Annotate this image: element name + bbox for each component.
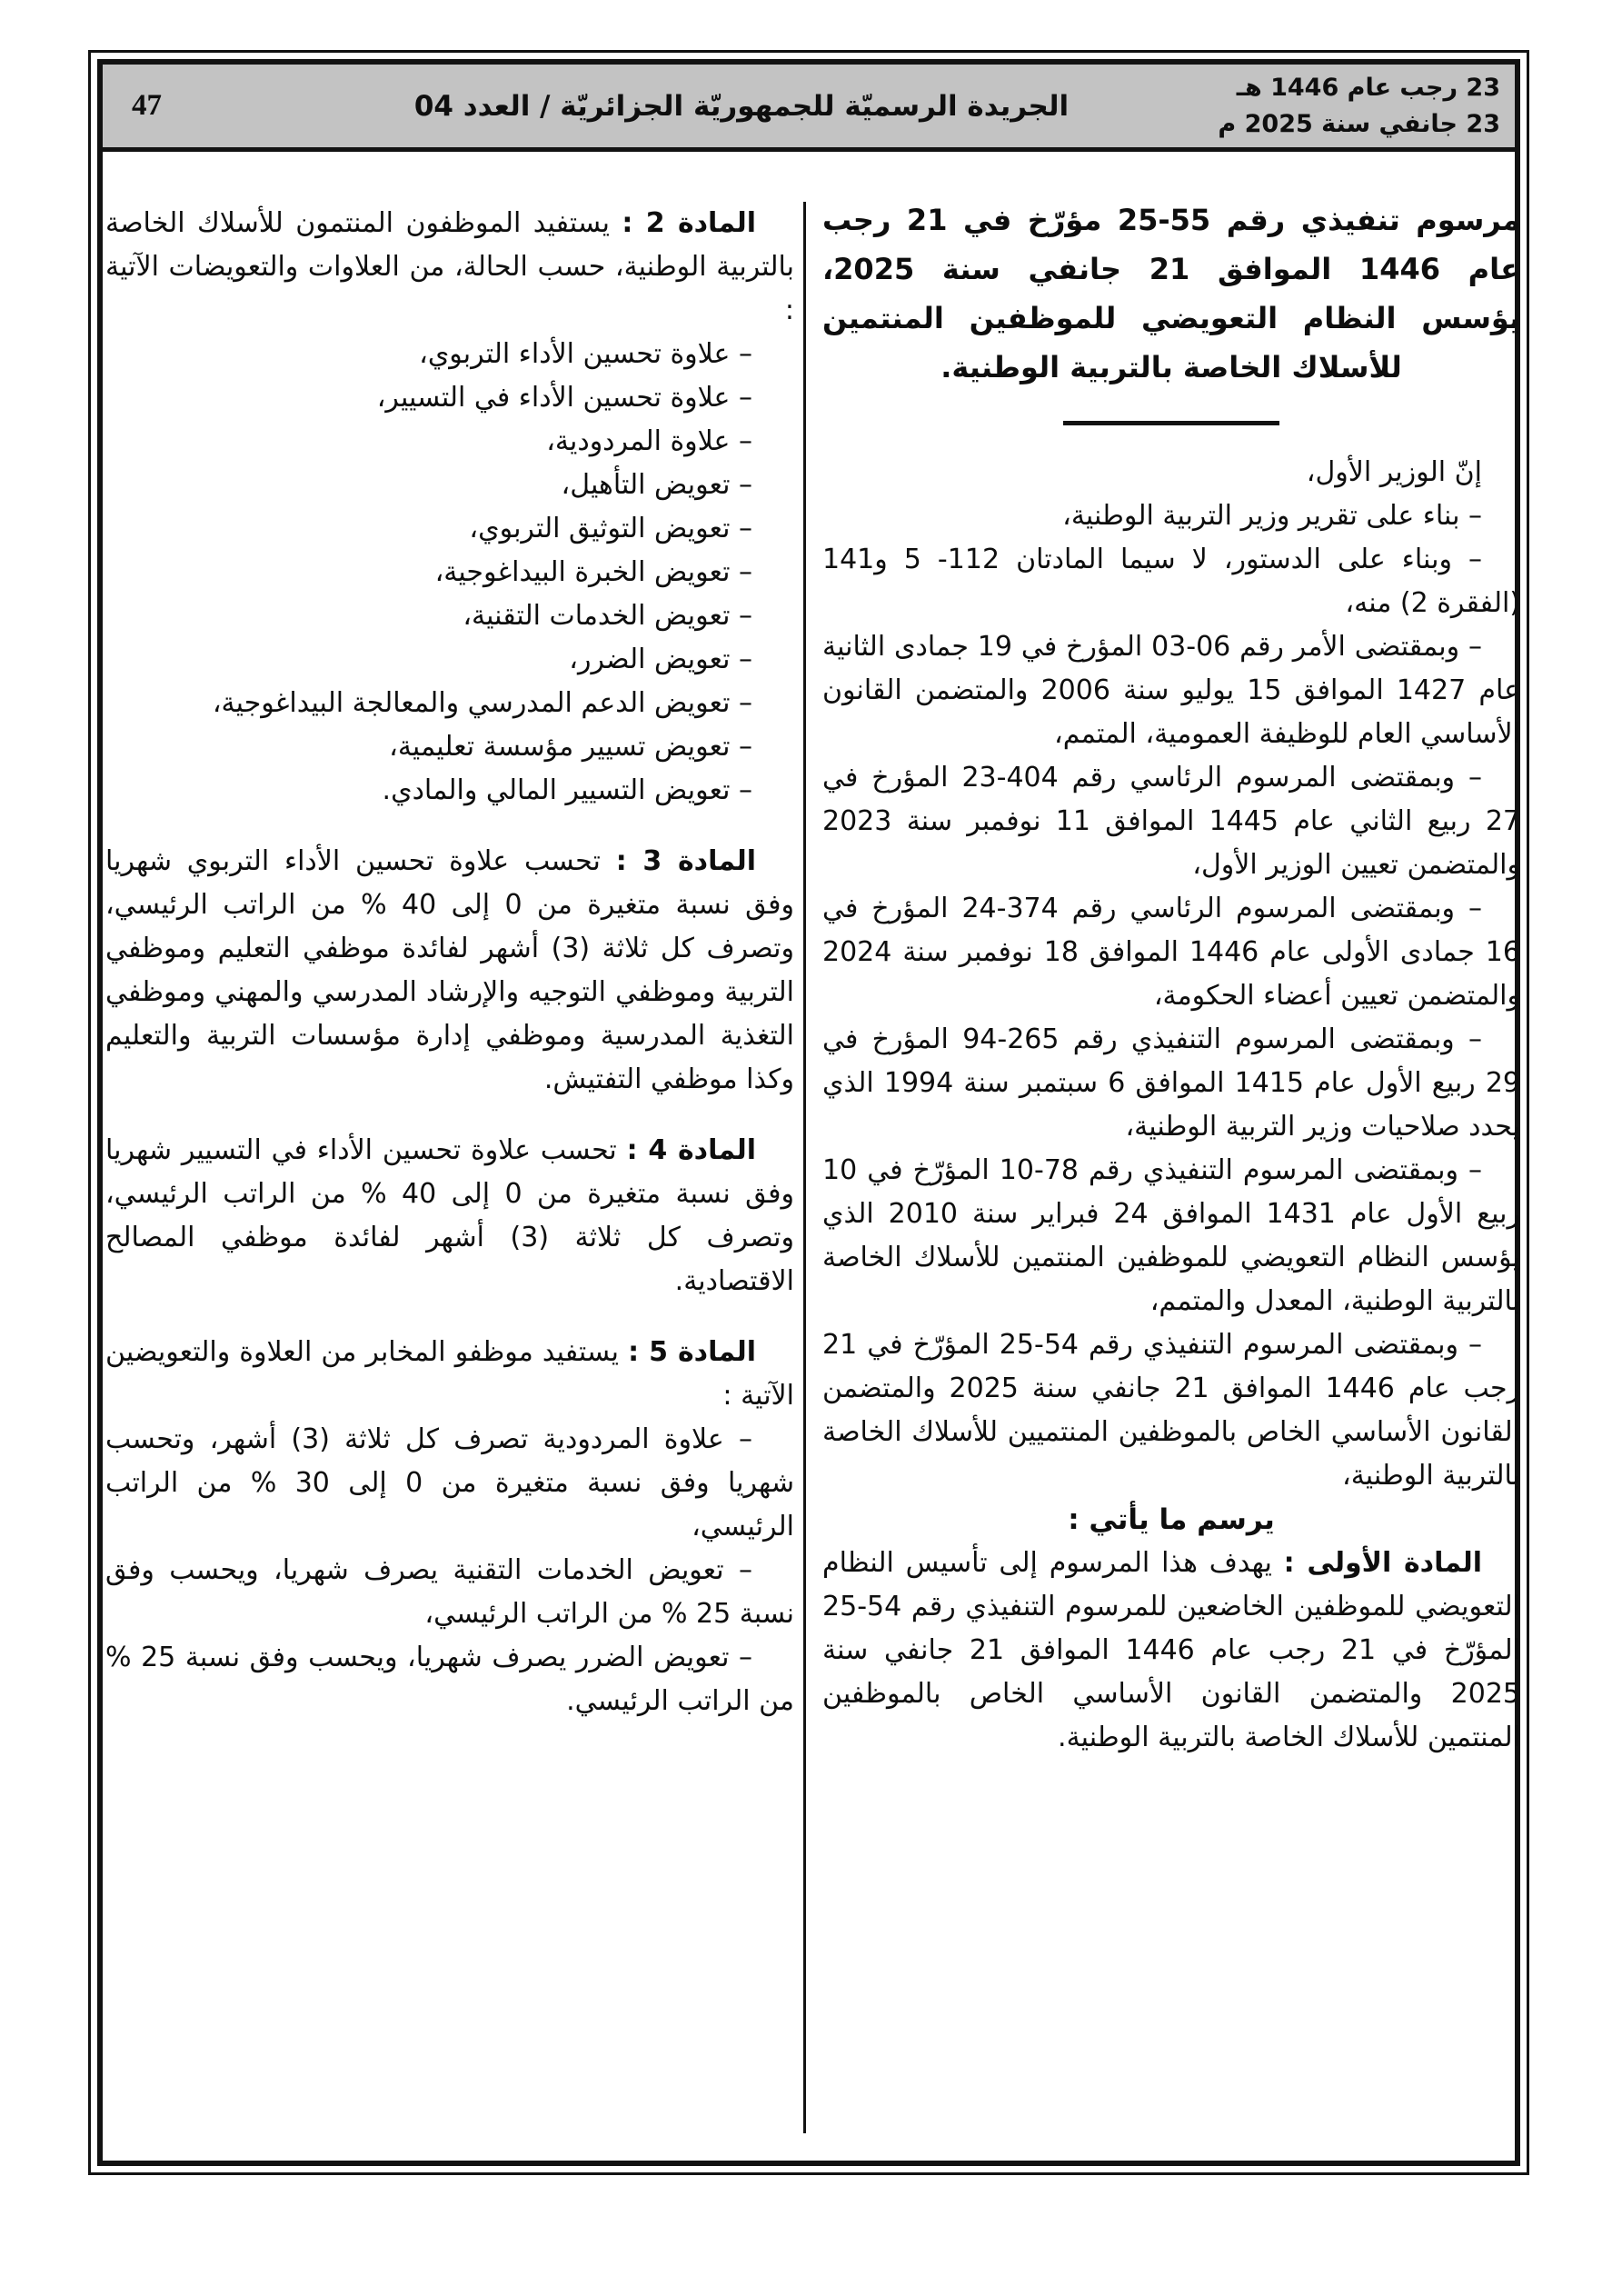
enactment-heading: يرسم ما يأتي :	[1068, 1503, 1275, 1536]
visa-constitution: – وبناء على الدستور، لا سيما المادتان 112- 5 و141 (الفقرة 2) منه،	[822, 544, 1520, 619]
date-hijri: 23 رجب عام 1446 هـ	[1236, 74, 1500, 103]
article-2-label: المادة 2 :	[622, 207, 756, 239]
title-separator	[1063, 421, 1279, 425]
decree-title: مرسوم تنفيذي رقم 55-25 مؤرّخ في 21 رجب عام 1446 الموافق 21 جانفي سنة 2025، يؤسس النظام التعويضي للموظفين المنتمين للأسلاك الخاصة بالتربية الوطنية.	[822, 203, 1521, 384]
list-item: – تعويض الخبرة البيداغوجية،	[434, 556, 752, 588]
visa-decree-10-78: – وبمقتضى المرسوم التنفيذي رقم 78-10 المؤرّخ في 10 ربيع الأول عام 1431 الموافق 24 فبراير سنة 2010 الذي يؤسس النظام التعويضي للموظفين المنتمين للأسلاك الخاصة بالتربية الوطنية، المعدل والمتمم،	[822, 1154, 1520, 1317]
gazette-title: الجريدة الرسميّة للجمهوريّة الجزائريّة / العدد 04	[413, 89, 1070, 123]
article-5	[105, 1331, 794, 1418]
list-item: – علاوة تحسين الأداء في التسيير،	[376, 382, 752, 414]
list-item: – تعويض الضرر،	[569, 644, 752, 675]
visa-report: – بناء على تقرير وزير التربية الوطنية،	[1062, 500, 1482, 532]
list-item: – تعويض الخدمات التقنية يصرف شهريا، ويحسب وفق نسبة 25 % من الراتب الرئيسي،	[105, 1554, 794, 1630]
list-item: – تعويض التسيير المالي والمادي.	[382, 774, 752, 806]
visa-ordinance-06-03: – وبمقتضى الأمر رقم 06-03 المؤرخ في 19 جمادى الثانية عام 1427 الموافق 15 يوليو سنة 2006 والمتضمن القانون الأساسي العام للوظيفة العمومية، المتمم،	[822, 631, 1520, 750]
article-3-label: المادة 3 :	[615, 845, 757, 877]
list-item: – تعويض الدعم المدرسي والمعالجة البيداغوجية،	[212, 687, 752, 719]
page-header	[103, 65, 1515, 152]
list-item: – تعويض التأهيل،	[561, 469, 752, 501]
page-number: 47	[132, 89, 162, 122]
article-4-text: تحسب علاوة تحسين الأداء في التسيير شهريا وفق نسبة متغيرة من 0 إلى 40 % من الراتب الرئيسي، وتصرف كل ثلاثة (3) أشهر لفائدة موظفي المصالح الاقتصادية.	[105, 1134, 794, 1297]
visa-decree-24-374: – وبمقتضى المرسوم الرئاسي رقم 374-24 المؤرخ في 16 جمادى الأولى عام 1446 الموافق 18 نوفمبر سنة 2024 والمتضمن تعيين أعضاء الحكومة،	[822, 893, 1520, 1012]
visa-decree-25-54: – وبمقتضى المرسوم التنفيذي رقم 54-25 المؤرّخ في 21 رجب عام 1446 الموافق 21 جانفي سنة 2025 والمتضمن القانون الأساسي الخاص بالموظفين المنتميين للأسلاك الخاصة بالتربية الوطنية،	[822, 1329, 1520, 1492]
list-item: – علاوة تحسين الأداء التربوي،	[419, 338, 752, 370]
article-4	[105, 1129, 794, 1303]
column-right	[822, 195, 1520, 1760]
list-item: – تعويض تسيير مؤسسة تعليمية،	[389, 731, 752, 763]
list-item: – تعويض التوثيق التربوي،	[469, 513, 752, 544]
column-left	[105, 202, 794, 1723]
article-3	[105, 840, 794, 1102]
article-2-text: يستفيد الموظفون المنتمون للأسلاك الخاصة بالتربية الوطنية، حسب الحالة، من العلاوات والتعويضات الآتية :	[105, 207, 794, 326]
article-1	[822, 1542, 1520, 1760]
intro-line: إنّ الوزير الأول،	[1306, 456, 1482, 488]
article-5-label: المادة 5 :	[628, 1336, 756, 1368]
header-dates	[1215, 70, 1515, 141]
article-5-text: يستفيد موظفو المخابر من العلاوة والتعويضين الآتية :	[105, 1336, 794, 1412]
article-1-label: المادة الأولى :	[1283, 1547, 1482, 1579]
list-item: – تعويض الضرر يصرف شهريا، ويحسب وفق نسبة 25 % من الراتب الرئيسي.	[105, 1642, 794, 1717]
date-gregorian: 23 جانفي سنة 2025 م	[1218, 109, 1500, 138]
list-item: – تعويض الخدمات التقنية،	[463, 600, 752, 632]
column-divider	[803, 202, 806, 2133]
visa-decree-23-404: – وبمقتضى المرسوم الرئاسي رقم 404-23 المؤرخ في 27 ربيع الثاني عام 1445 الموافق 11 نوفمبر سنة 2023 والمتضمن تعيين الوزير الأول،	[822, 762, 1520, 881]
article-2	[105, 202, 794, 333]
article-4-label: المادة 4 :	[626, 1134, 756, 1166]
article-3-text: تحسب علاوة تحسين الأداء التربوي شهريا وفق نسبة متغيرة من 0 إلى 40 % من الراتب الرئيسي، وتصرف كل ثلاثة (3) أشهر لفائدة موظفي التعليم وموظفي التربية وموظفي التوجيه والإرشاد المدرسي والمهني وموظفي التغذية المدرسية وموظفي إدارة مؤسسات التربية والتعليم وكذا موظفي التفتيش.	[105, 845, 794, 1095]
visa-decree-94-265: – وبمقتضى المرسوم التنفيذي رقم 265-94 المؤرخ في 29 ربيع الأول عام 1415 الموافق 6 سبتمبر سنة 1994 الذي يحدد صلاحيات وزير التربية الوطنية،	[822, 1023, 1521, 1143]
list-item: – علاوة المردودية،	[546, 425, 752, 457]
article-1-text: يهدف هذا المرسوم إلى تأسيس النظام التعويضي للموظفين الخاضعين للمرسوم التنفيذي رقم 54-25 المؤرّخ في 21 رجب عام 1446 الموافق 21 جانفي سنة 2025 والمتضمن القانون الأساسي الخاص بالموظفين المنتمين للأسلاك الخاصة بالتربية الوطنية.	[822, 1547, 1521, 1753]
list-item: – علاوة المردودية تصرف كل ثلاثة (3) أشهر، وتحسب شهريا وفق نسبة متغيرة من 0 إلى 30 % من الراتب الرئيسي،	[105, 1423, 794, 1542]
